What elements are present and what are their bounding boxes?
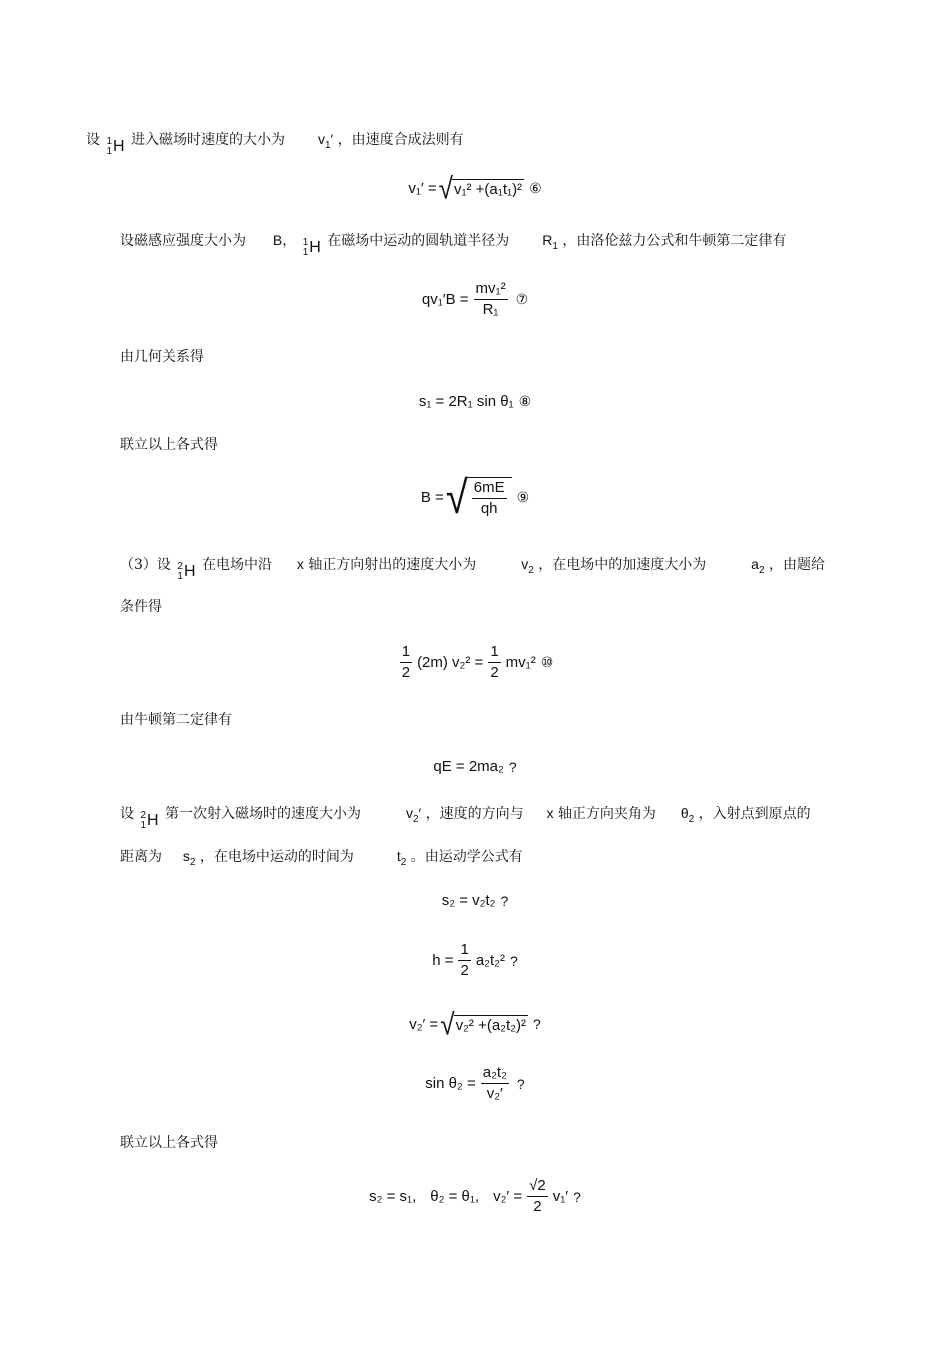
eq-rhs: a₂t₂² (475, 952, 505, 969)
equation-tag: ? (532, 1016, 541, 1032)
paragraph-5 (120, 555, 825, 582)
symbol-a2: $a_2$ (751, 556, 765, 576)
equation-tag: ? (509, 952, 518, 969)
fraction: $\frac{√2}{2}$ (529, 1177, 546, 1215)
eq-lhs: h = (432, 952, 454, 969)
text: 距离为 (120, 849, 162, 865)
text: 在电场中沿 (201, 557, 272, 573)
fraction: $\frac{\text{a₂t₂}}{\text{v₂′}}$ (482, 1064, 507, 1102)
text: 轴正方向夹角为 (557, 806, 656, 822)
paragraph-4: 联立以上各式得 (120, 437, 218, 453)
fraction: $\frac{1}{2}$ (401, 643, 411, 681)
equation-12 (0, 892, 950, 909)
symbol-v2: $v_2$ (521, 556, 534, 576)
equation-tag: ? (500, 892, 509, 909)
eq-mid: (2m) v₂² = (417, 654, 484, 671)
symbol-x: x (296, 556, 304, 572)
fraction: $\frac{1}{2}$ (490, 643, 499, 681)
fraction: $\frac{\text{mv₁²}}{\text{R₁}}$ (475, 280, 506, 318)
text: 轴正方向射出的速度大小为 (308, 557, 477, 573)
nuclide-1H: 1 1 H (106, 136, 125, 157)
text: ，由速度合成法则有 (337, 132, 464, 148)
text: ，在电场中的加速度大小为 (538, 557, 707, 573)
sqrt: √ v₁² +(a₁t₁)² (438, 170, 523, 206)
text: 设 (86, 132, 100, 148)
equation-tag: ? (516, 1075, 525, 1092)
text: 第一次射入磁场时的速度大小为 (165, 806, 362, 822)
eq-part: v₂′ = (493, 1188, 523, 1205)
eq-body: s₂ = v₂t₂ (441, 892, 496, 909)
text: ，在电场中运动的时间为 (199, 849, 354, 865)
paragraph-2 (120, 231, 786, 258)
eq-body: qE = 2ma₂ (433, 758, 504, 775)
eq-lhs: v₁′ = (408, 179, 437, 197)
equation-13 (0, 941, 950, 980)
nuclide-1H: 1 1 H (302, 237, 321, 258)
equation-6 (0, 170, 950, 206)
symbol-x: x (546, 805, 554, 821)
equation-tag: ? (573, 1188, 581, 1205)
equation-tag: ? (508, 758, 517, 775)
eq-lhs: v₂′ = (409, 1015, 439, 1033)
equation-tag: ⑥ (529, 179, 542, 196)
eq-lhs: sin θ₂ = (425, 1075, 476, 1092)
symbol-s2: $s_2$ (182, 848, 196, 868)
symbol-v1-prime: $v_1'$ (317, 131, 334, 151)
eq-lhs: B = (420, 489, 444, 506)
equation-tag: ⑦ (515, 291, 529, 307)
nuclide-2H: 2 1 H (140, 810, 159, 831)
text: 设磁感应强度大小为 (120, 233, 246, 249)
symbol-v2-prime: $v_2'$ (405, 805, 422, 825)
equation-15 (0, 1064, 950, 1103)
equation-tag: ⑧ (518, 393, 532, 409)
eq-body: s₁ = 2R₁ sin θ₁ (418, 393, 514, 410)
fraction: $\frac{1}{2}$ (460, 941, 469, 979)
eq-rhs: mv₁² (505, 654, 536, 671)
paragraph-5-cont: 条件得 (120, 599, 162, 615)
equation-9 (0, 472, 950, 523)
paragraph-3: 由几何关系得 (120, 349, 204, 365)
eq-part: θ₂ = θ₁, (430, 1188, 480, 1205)
equation-16 (0, 1177, 950, 1216)
paragraph-7-cont (120, 847, 523, 872)
paragraph-6: 由牛顿第二定律有 (120, 712, 232, 728)
equation-11 (0, 758, 950, 775)
text: 设 (120, 806, 134, 822)
equation-tag: ⑩ (540, 654, 554, 670)
symbol-B: B， (272, 232, 297, 248)
text: ，由题给 (768, 557, 825, 573)
sqrt: √ v₂² +(a₂t₂)² (440, 1006, 526, 1042)
equation-7 (0, 280, 950, 319)
text: 进入磁场时速度的大小为 (131, 132, 286, 148)
equation-tag: ⑨ (516, 489, 530, 505)
symbol-t2: $t_2$ (396, 848, 407, 868)
text: ，由洛伦兹力公式和牛顿第二定律有 (562, 233, 787, 249)
eq-part: s₂ = s₁, (369, 1188, 417, 1205)
equation-10 (0, 643, 950, 682)
paragraph-1 (86, 130, 464, 157)
fraction: $\frac{6mE}{qh}$ (473, 479, 505, 517)
text: ，速度的方向与 (425, 806, 524, 822)
symbol-theta2: $\theta_2$ (680, 805, 695, 825)
eq-lhs: qv₁′B = (421, 291, 469, 308)
equation-14 (0, 1006, 950, 1042)
text: ，入射点到原点的 (698, 806, 811, 822)
paragraph-8: 联立以上各式得 (120, 1135, 218, 1151)
symbol-R1: $R_1$ (542, 232, 558, 252)
eq-rhs: v₁′ (552, 1188, 569, 1205)
paragraph-7 (120, 804, 811, 831)
text: 在磁场中运动的圆轨道半径为 (327, 233, 510, 249)
text: （3）设 (120, 557, 171, 573)
equation-8 (0, 393, 950, 410)
nuclide-2H: 2 1 H (177, 561, 196, 582)
sqrt: √ $\frac{6mE}{qh}$ (446, 477, 512, 518)
text: 。由运动学公式有 (410, 849, 523, 865)
